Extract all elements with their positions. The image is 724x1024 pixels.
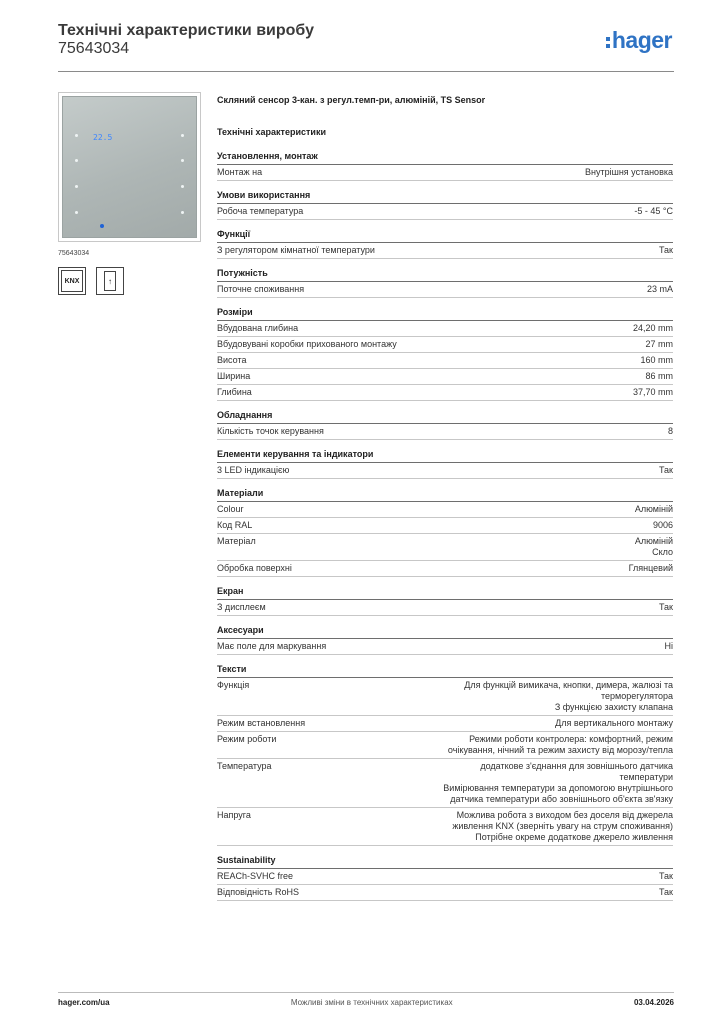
spec-label: Режим роботи: [217, 734, 277, 744]
spec-row: [217, 337, 673, 353]
spec-value-line: 160 mm: [640, 355, 673, 365]
spec-row: [217, 518, 673, 534]
spec-section: [217, 151, 673, 181]
section-heading: Потужність: [217, 268, 673, 282]
spec-section: [217, 855, 673, 901]
spec-label: Відповідність RoHS: [217, 887, 299, 897]
spec-value: [437, 465, 673, 476]
spec-value-line: Так: [658, 245, 673, 255]
spec-section: [217, 229, 673, 259]
tech-characteristics-heading: Технічні характеристики: [217, 127, 326, 137]
section-heading: Sustainability: [217, 855, 673, 869]
specifications: [217, 95, 673, 910]
section-heading: Матеріали: [217, 488, 673, 502]
spec-row: [217, 885, 673, 901]
product-name: Скляний сенсор 3-кан. з регул.темп-ри, алюміній, TS Sensor: [217, 95, 486, 105]
spec-value-line: Ні: [664, 641, 673, 651]
spec-label: Має поле для маркування: [217, 641, 327, 651]
page-footer: [58, 998, 674, 1007]
spec-row: [217, 732, 673, 759]
image-caption-number: 75643034: [58, 250, 90, 257]
spec-label: Робоча температура: [217, 206, 304, 216]
spec-value-line: 9006: [652, 520, 673, 530]
spec-section: [217, 664, 673, 846]
spec-value-line: Режими роботи контролера: комфортний, режим: [469, 734, 673, 744]
spec-label: Вбудована глибина: [217, 323, 299, 333]
spec-value-line: Алюміній: [634, 504, 673, 514]
spec-value-line: Скло: [652, 547, 673, 557]
spec-label: Температура: [217, 761, 272, 771]
spec-label: REACh-SVHC free: [217, 871, 294, 881]
spec-value: [437, 734, 673, 756]
spec-value-line: 24,20 mm: [632, 323, 673, 333]
spec-label: Поточне споживання: [217, 284, 305, 294]
spec-value: [437, 718, 673, 729]
spec-row: [217, 385, 673, 401]
spec-label: 3 LED індикацією: [217, 465, 290, 475]
spec-value-line: живлення KNX (зверніть увагу на струм споживання): [452, 821, 673, 831]
spec-section: [217, 586, 673, 616]
spec-value: [437, 810, 673, 843]
spec-value: [437, 206, 673, 217]
spec-label: Ширина: [217, 371, 251, 381]
spec-label: Обробка поверхні: [217, 563, 292, 573]
section-heading: Обладнання: [217, 410, 673, 424]
spec-label: Напруга: [217, 810, 251, 820]
spec-value-line: Алюміній: [634, 536, 673, 546]
product-image: [62, 96, 197, 238]
spec-label: Colour: [217, 504, 244, 514]
spec-row: [217, 282, 673, 298]
spec-row: [217, 204, 673, 220]
spec-row: [217, 463, 673, 479]
spec-value-line: -5 - 45 °C: [634, 206, 673, 216]
page-title: Технічні характеристики виробу: [58, 22, 314, 39]
spec-label: Висота: [217, 355, 247, 365]
section-heading: Елементи керування та індикатори: [217, 449, 673, 463]
spec-value: [437, 761, 673, 805]
spec-value: [437, 167, 673, 178]
spec-value-line: терморегулятора: [601, 691, 673, 701]
spec-value-line: Внутрішня установка: [585, 167, 673, 177]
section-heading: Екран: [217, 586, 673, 600]
spec-value: [437, 887, 673, 898]
spec-value: [437, 602, 673, 613]
spec-row: [217, 353, 673, 369]
spec-value-line: Потрібне окреме додаткове джерело живлення: [475, 832, 673, 842]
product-image-frame: [58, 92, 201, 242]
spec-value-line: Так: [658, 465, 673, 475]
spec-value-line: 37,70 mm: [632, 387, 673, 397]
spec-value-line: 23 mA: [646, 284, 673, 294]
spec-label: Вбудовувані коробки прихованого монтажу: [217, 339, 397, 349]
spec-value: [437, 871, 673, 882]
footer-website: hager.com/ua: [58, 998, 110, 1007]
spec-label: Матеріал: [217, 536, 256, 546]
footer-date: 03.04.2026: [633, 998, 674, 1007]
spec-label: Режим встановлення: [217, 718, 306, 728]
spec-value: [437, 323, 673, 334]
spec-row: [217, 759, 673, 808]
section-heading: Умови використання: [217, 190, 673, 204]
spec-value: [437, 387, 673, 398]
spec-section: [217, 410, 673, 440]
spec-row: [217, 561, 673, 577]
spec-section: [217, 625, 673, 655]
spec-value-line: датчика температури або зовнішнього об'єкта зв'язку: [450, 794, 673, 804]
spec-value: [437, 520, 673, 531]
spec-label: Код RAL: [217, 520, 253, 530]
spec-value-line: Для функцій вимикача, кнопки, димера, жалюзі та: [464, 680, 673, 690]
spec-value: [437, 641, 673, 652]
spec-row: [217, 534, 673, 561]
spec-row: [217, 600, 673, 616]
spec-row: [217, 716, 673, 732]
hager-logo: [606, 28, 672, 52]
spec-row: [217, 502, 673, 518]
header-divider: [58, 71, 674, 72]
spec-section: [217, 449, 673, 479]
spec-value-line: додаткове з'єднання для зовнішнього датчика: [480, 761, 673, 771]
spec-label: Глибина: [217, 387, 252, 397]
spec-value-line: Для вертикального монтажу: [555, 718, 673, 728]
spec-sections: [217, 151, 673, 901]
spec-value: [437, 680, 673, 713]
section-heading: Розміри: [217, 307, 673, 321]
knx-icon: KNX: [58, 267, 86, 295]
page-header: [58, 22, 674, 68]
logo-dots-icon: [606, 37, 610, 48]
spec-row: [217, 639, 673, 655]
product-image-column: [58, 92, 203, 295]
spec-row: [217, 369, 673, 385]
spec-row: [217, 808, 673, 846]
spec-value-line: очікування, нічний та режим захисту від морозу/тепла: [447, 745, 673, 755]
spec-value-line: 86 mm: [645, 371, 673, 381]
spec-row: [217, 321, 673, 337]
spec-section: [217, 190, 673, 220]
spec-value: [437, 355, 673, 366]
spec-label: Кількість точок керування: [217, 426, 324, 436]
spec-section: [217, 268, 673, 298]
spec-value-line: Можлива робота з виходом без доселя від джерела: [456, 810, 673, 820]
spec-value-line: 8: [667, 426, 673, 436]
spec-value-line: 27 mm: [645, 339, 673, 349]
spec-value: [437, 284, 673, 295]
spec-value-line: Вимірювання температури за допомогою внутрішнього: [443, 783, 673, 793]
spec-label: З регулятором кімнатної температури: [217, 245, 375, 255]
section-heading: Установлення, монтаж: [217, 151, 673, 165]
spec-value: [437, 504, 673, 515]
spec-row: [217, 424, 673, 440]
spec-row: [217, 869, 673, 885]
logo-text: hager: [611, 27, 672, 53]
spec-value: [437, 339, 673, 350]
section-heading: Аксесуари: [217, 625, 673, 639]
spec-row: [217, 165, 673, 181]
section-heading: Функції: [217, 229, 673, 243]
spec-row: [217, 678, 673, 716]
spec-value: [437, 536, 673, 558]
spec-value-line: Так: [658, 887, 673, 897]
spec-value: [437, 563, 673, 574]
section-heading: Тексти: [217, 664, 673, 678]
led-indicator: [100, 224, 104, 228]
spec-value-line: Так: [658, 602, 673, 612]
spec-section: [217, 488, 673, 577]
spec-value-line: З функцією захисту клапана: [554, 702, 673, 712]
product-display-readout: 22.5: [93, 133, 113, 142]
certification-icons: [58, 267, 203, 295]
spec-value: [437, 245, 673, 256]
spec-value: [437, 426, 673, 437]
spec-value-line: Так: [658, 871, 673, 881]
product-number: 75643034: [58, 40, 130, 57]
spec-section: [217, 307, 673, 401]
footer-divider: [58, 992, 674, 993]
spec-label: З дисплеєм: [217, 602, 266, 612]
spec-value-line: температури: [619, 772, 673, 782]
spec-label: Монтаж на: [217, 167, 263, 177]
footer-note: Можливі зміни в технічних характеристиках: [290, 998, 453, 1007]
spec-value: [437, 371, 673, 382]
spec-label: Функція: [217, 680, 250, 690]
mounting-icon: ↑: [96, 267, 124, 295]
spec-row: [217, 243, 673, 259]
spec-value-line: Глянцевий: [628, 563, 673, 573]
